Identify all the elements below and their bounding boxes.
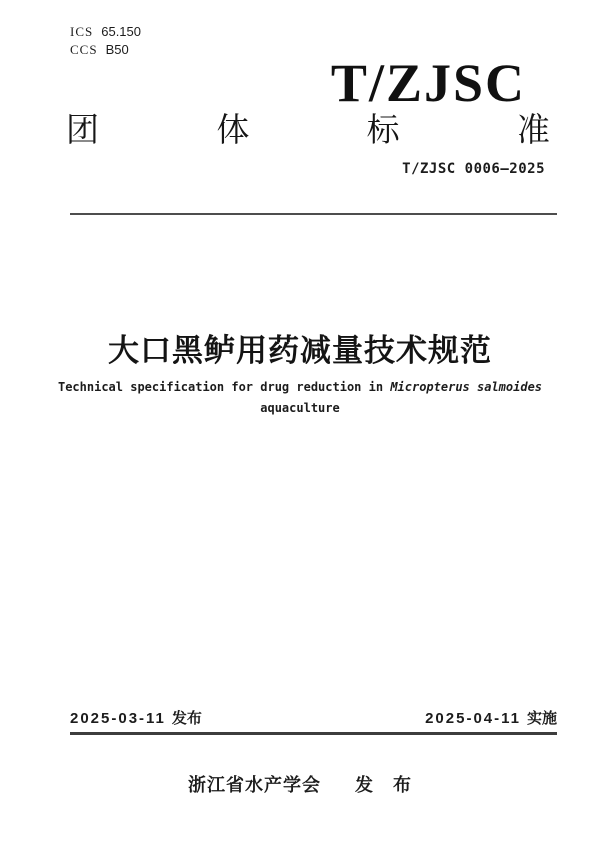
standard-body-logo: T/ZJSC <box>330 53 526 113</box>
ics-value: 65.150 <box>101 24 141 39</box>
standard-number: T/ZJSC 0006—2025 <box>402 161 545 177</box>
ccs-label: CCS <box>70 42 98 57</box>
standard-type-char: 准 <box>516 113 550 149</box>
publisher-action-label: 发 布 <box>355 775 412 795</box>
standard-type-char: 标 <box>366 113 400 149</box>
issue-date-group <box>70 707 202 728</box>
publisher-row <box>0 771 600 797</box>
title-en-species: Micropterus salmoides <box>390 380 543 394</box>
footer-divider-line <box>70 732 557 735</box>
ics-code-line <box>70 23 141 41</box>
document-title-en <box>0 377 600 419</box>
publisher-name: 浙江省水产学会 <box>188 775 321 795</box>
issue-label: 发布 <box>171 710 202 727</box>
classification-codes <box>70 23 141 59</box>
document-title-cn: 大口黑鲈用药减量技术规范 <box>108 333 492 368</box>
title-en-prefix: Technical specification for drug reduction in <box>57 380 391 394</box>
implement-label: 实施 <box>526 710 557 727</box>
standard-type-char: 团 <box>66 113 99 149</box>
header-divider-line <box>70 213 557 215</box>
title-en-line2: aquaculture <box>260 401 340 415</box>
issue-date: 2025-03-11 <box>70 710 166 727</box>
implement-date-group <box>425 707 557 728</box>
standard-type-char: 体 <box>216 113 250 149</box>
ccs-code-line <box>70 41 141 59</box>
standard-type-row <box>66 112 550 150</box>
ics-label: ICS <box>70 24 94 39</box>
implement-date: 2025-04-11 <box>425 710 521 727</box>
ccs-value: B50 <box>105 42 129 57</box>
dates-row <box>70 707 557 728</box>
